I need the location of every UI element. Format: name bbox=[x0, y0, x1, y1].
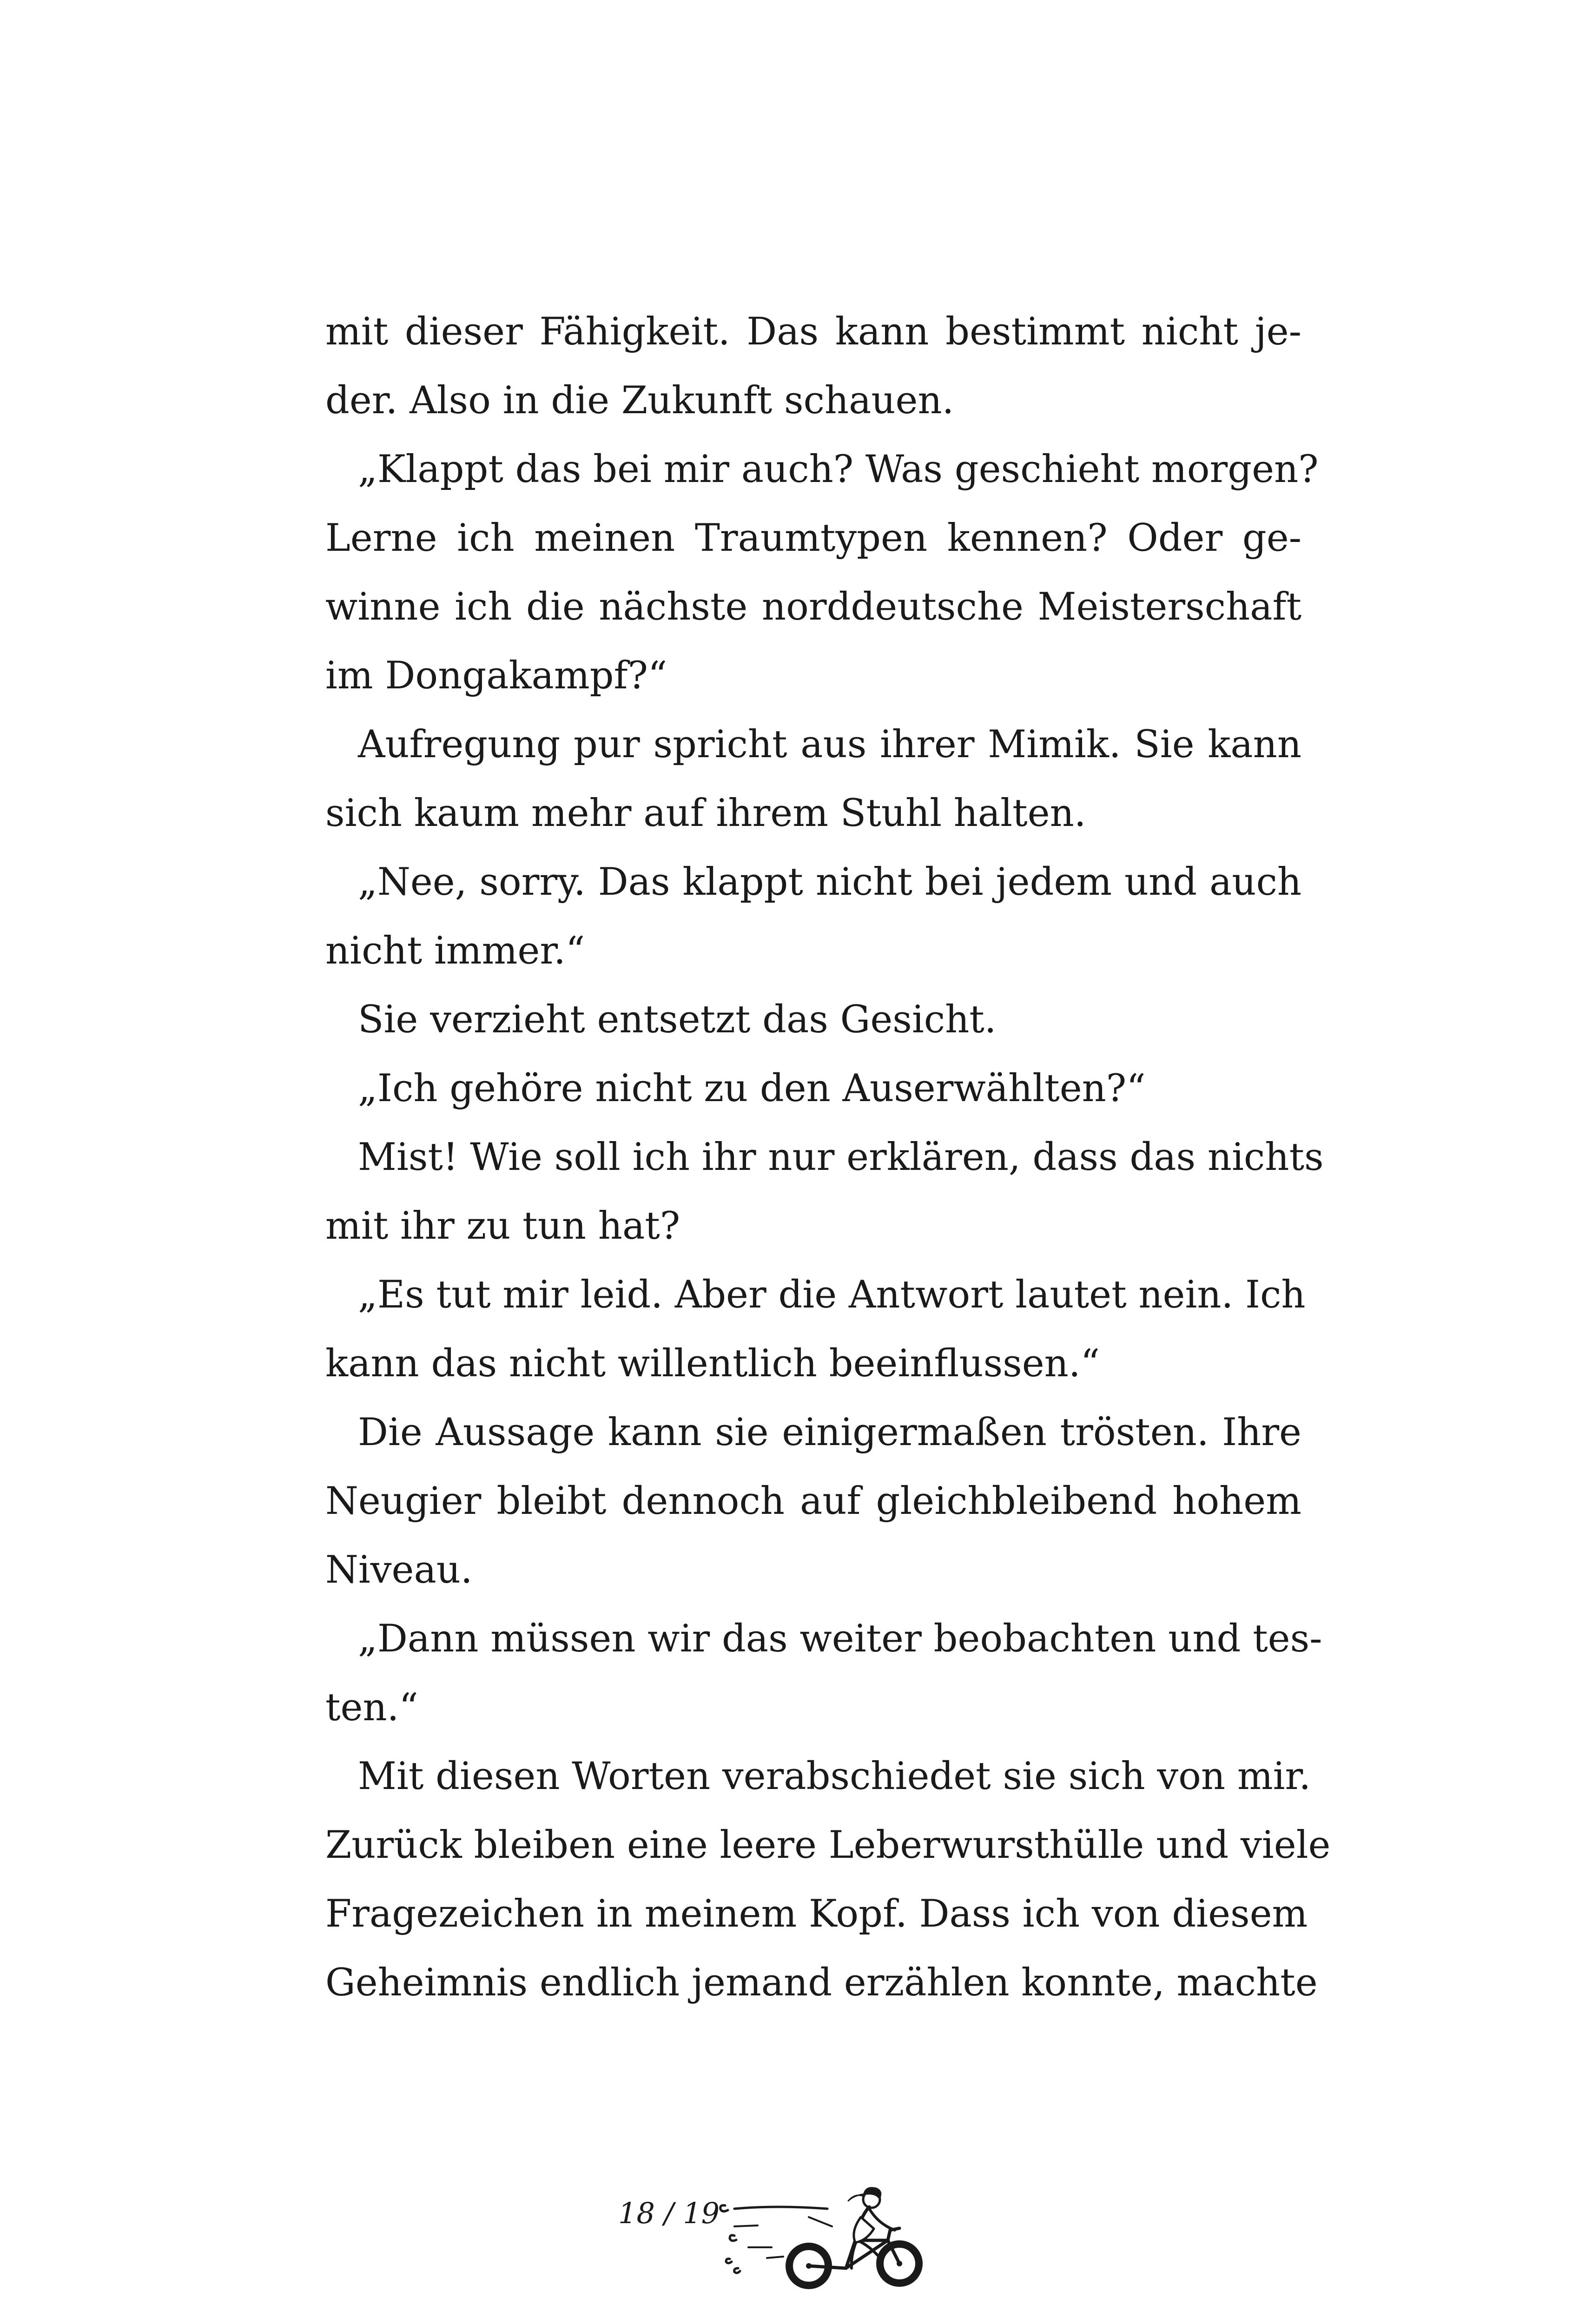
text-line: kann das nicht willentlich beeinflussen.“ bbox=[325, 1342, 1100, 1386]
text-line: „Es tut mir leid. Aber die Antwort lautet nein. Ich bbox=[358, 1273, 1306, 1317]
text-line: sich kaum mehr auf ihrem Stuhl halten. bbox=[325, 792, 1086, 835]
page-footer bbox=[604, 2180, 976, 2291]
text-line: Neugier bleibt dennoch auf gleichbleibend hohem bbox=[325, 1479, 1301, 1523]
text-line: „Dann müssen wir das weiter beobachten und tes- bbox=[358, 1617, 1322, 1661]
text-line: nicht immer.“ bbox=[325, 929, 585, 973]
text-line: Fragezeichen in meinem Kopf. Dass ich von diesem bbox=[325, 1892, 1308, 1936]
text-line: Sie verzieht entsetzt das Gesicht. bbox=[358, 998, 997, 1042]
text-line: „Klappt das bei mir auch? Was geschieht morgen? bbox=[358, 448, 1319, 491]
text-line: Die Aussage kann sie einigermaßen trösten. Ihre bbox=[358, 1411, 1301, 1454]
text-line: Mit diesen Worten verabschiedet sie sich von mir. bbox=[358, 1755, 1311, 1798]
text-line: Aufregung pur spricht aus ihrer Mimik. Sie kann bbox=[358, 723, 1301, 766]
girl-on-bicycle-icon bbox=[716, 2180, 976, 2291]
body-text bbox=[325, 297, 1331, 2017]
text-line: Mist! Wie soll ich ihr nur erklären, dass das nichts bbox=[358, 1136, 1324, 1179]
text-line: mit dieser Fähigkeit. Das kann bestimmt nicht je- bbox=[325, 310, 1301, 354]
text-line: der. Also in die Zukunft schauen. bbox=[325, 379, 954, 423]
page-number: 18 / 19 bbox=[618, 2196, 720, 2230]
text-line: im Dongakampf?“ bbox=[325, 654, 667, 698]
text-line: ten.“ bbox=[325, 1686, 418, 1730]
text-line: Lerne ich meinen Traumtypen kennen? Oder ge- bbox=[325, 516, 1301, 560]
text-line: Geheimnis endlich jemand erzählen konnte, machte bbox=[325, 1961, 1318, 2005]
text-line: Niveau. bbox=[325, 1548, 473, 1592]
text-line: „Ich gehöre nicht zu den Auserwählten?“ bbox=[358, 1067, 1146, 1110]
text-line: Zurück bleiben eine leere Leberwursthülle und viele bbox=[325, 1823, 1331, 1867]
text-line: winne ich die nächste norddeutsche Meisterschaft bbox=[325, 585, 1301, 629]
text-line: mit ihr zu tun hat? bbox=[325, 1204, 680, 1248]
text-line: „Nee, sorry. Das klappt nicht bei jedem und auch bbox=[358, 860, 1301, 904]
